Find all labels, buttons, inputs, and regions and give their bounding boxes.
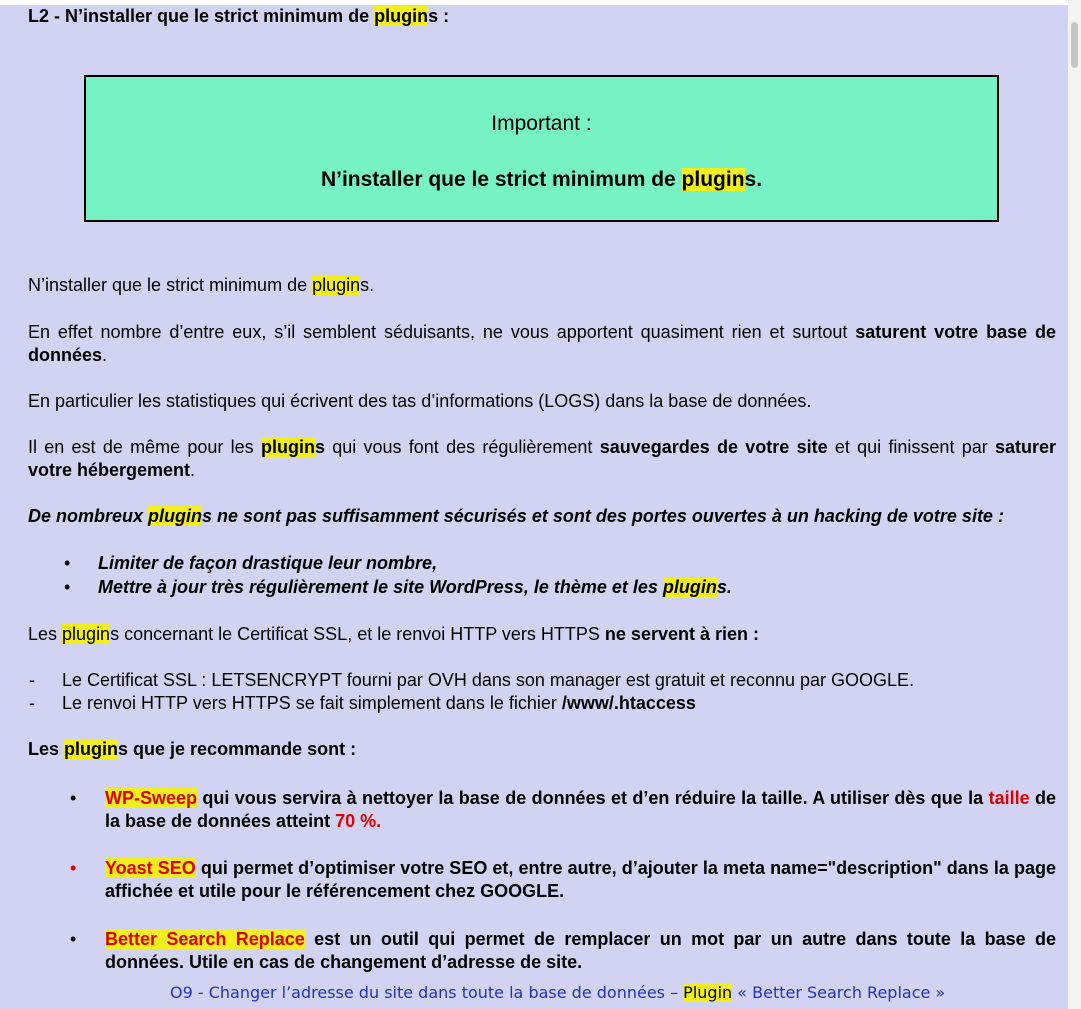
- paragraph-saturation: En effet nombre d’entre eux, s’il semblent séduisants, ne vous apportent quasiment rien et surtout saturent votre base de données.: [28, 322, 1056, 365]
- paragraph-statistics: En particulier les statistiques qui écrivent des tas d’informations (LOGS) dans la base de données.: [28, 391, 812, 411]
- plugin-name: Better Search Replace: [105, 929, 305, 949]
- paragraph-intro: N’installer que le strict minimum de plugins.: [28, 275, 375, 295]
- list-item: Le Certificat SSL : LETSENCRYPT fourni par OVH dans son manager est gratuit et reconnu par GOOGLE.: [62, 670, 915, 690]
- next-article-link[interactable]: O9 - Changer l’adresse du site dans toute la base de données – Plugin « Better Search Replace »: [170, 983, 946, 1002]
- recommendation-item: Better Search Replace est un outil qui permet de remplacer un mot par un autre dans toute la base de données. Utile en cas de changement d’adresse de site.: [105, 929, 1056, 972]
- section-heading: L2 - N’installer que le strict minimum de plugins :: [28, 6, 450, 26]
- scrollbar-thumb[interactable]: [1071, 22, 1078, 68]
- bullet-dot: •: [70, 858, 77, 878]
- recommendation-item: Yoast SEO qui permet d’optimiser votre SEO et, entre autre, d’ajouter la meta name="description" dans la page affichée et utile pour le référencement chez GOOGLE.: [105, 858, 1056, 901]
- bullet-dot: •: [64, 553, 71, 573]
- dash-marker: -: [29, 670, 35, 690]
- list-item: Limiter de façon drastique leur nombre,: [98, 553, 438, 573]
- callout-message: N’installer que le strict minimum de plugins.: [320, 168, 763, 191]
- list-item: Le renvoi HTTP vers HTTPS se fait simplement dans le fichier /www/.htaccess: [62, 693, 696, 713]
- vertical-scrollbar[interactable]: [1068, 0, 1081, 1009]
- bullet-dot: •: [64, 577, 71, 597]
- dash-marker: -: [29, 693, 35, 713]
- bullet-dot: •: [70, 929, 77, 949]
- paragraph-backups: Il en est de même pour les plugins qui vous font des régulièrement sauvegardes de votre site et qui finissent par saturer votre hébergement.: [28, 437, 1057, 480]
- paragraph-security: De nombreux plugins ne sont pas suffisamment sécurisés et sont des portes ouvertes à un hacking de votre site :: [28, 506, 1004, 526]
- important-callout: [84, 75, 999, 222]
- callout-title: Important :: [491, 112, 592, 135]
- plugin-name: WP-Sweep: [105, 788, 198, 808]
- list-item: Mettre à jour très régulièrement le site WordPress, le thème et les plugins.: [98, 577, 732, 597]
- recommendation-item: WP-Sweep qui vous servira à nettoyer la base de données et d’en réduire la taille. A utiliser dès que la taille de la base de données atteint 70 %.: [105, 788, 1056, 831]
- bullet-dot: •: [70, 788, 77, 808]
- paragraph-recommend: Les plugins que je recommande sont :: [28, 739, 357, 759]
- paragraph-ssl: Les plugins concernant le Certificat SSL, et le renvoi HTTP vers HTTPS ne servent à rien :: [28, 624, 759, 644]
- plugin-name: Yoast SEO: [105, 858, 196, 878]
